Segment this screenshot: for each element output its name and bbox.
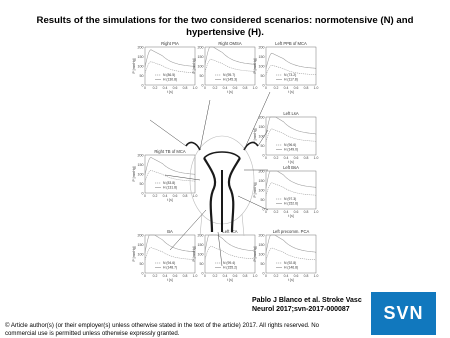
y-tick-label: 150 bbox=[137, 54, 144, 59]
x-tick-label: 0.6 bbox=[232, 274, 238, 278]
x-tick-label: 0.6 bbox=[172, 86, 178, 90]
x-axis-label: t [s] bbox=[227, 90, 233, 94]
legend-entry: H (152.6) bbox=[284, 201, 299, 206]
x-tick-label: 1.0 bbox=[252, 274, 258, 278]
x-tick-label: 1.0 bbox=[313, 156, 319, 160]
y-tick-label: 150 bbox=[197, 242, 204, 247]
y-tick-label: 100 bbox=[197, 252, 204, 257]
legend-entry: N (86.5) bbox=[163, 73, 176, 77]
x-tick-label: 0.2 bbox=[152, 86, 158, 90]
y-tick-label: 0 bbox=[141, 191, 144, 196]
x-tick-label: 0 bbox=[204, 86, 206, 90]
panel-title: BA bbox=[167, 229, 173, 234]
y-axis-label: P [mmHg] bbox=[253, 128, 257, 144]
x-tick-label: 0.4 bbox=[283, 86, 289, 90]
y-tick-label: 100 bbox=[258, 188, 265, 193]
y-tick-label: 0 bbox=[262, 153, 265, 158]
y-tick-label: 200 bbox=[197, 233, 204, 238]
x-axis-label: t [s] bbox=[227, 278, 233, 282]
y-tick-label: 0 bbox=[262, 207, 265, 212]
x-tick-label: 0.6 bbox=[293, 210, 299, 214]
y-axis-label: P [mmHg] bbox=[253, 246, 257, 262]
x-tick-label: 0.2 bbox=[212, 86, 218, 90]
x-tick-label: 0.8 bbox=[242, 86, 248, 90]
y-axis-label: P [mmHg] bbox=[132, 246, 136, 262]
y-tick-label: 50 bbox=[199, 261, 204, 266]
panel-title: Left BsA bbox=[283, 165, 299, 170]
x-axis-label: t [s] bbox=[167, 278, 173, 282]
figure-title: Results of the simulations for the two considered scenarios: normotensive (N) and hypertensive (H). bbox=[36, 15, 414, 38]
x-tick-label: 0.8 bbox=[182, 194, 188, 198]
y-tick-label: 0 bbox=[141, 83, 144, 88]
pressure-panel bbox=[132, 229, 197, 282]
x-tick-label: 0.2 bbox=[273, 210, 279, 214]
x-tick-label: 0.8 bbox=[182, 274, 188, 278]
x-tick-label: 0.4 bbox=[162, 194, 168, 198]
legend-entry: N (92.8) bbox=[284, 261, 297, 265]
y-tick-label: 50 bbox=[139, 261, 144, 266]
pressure-panel bbox=[192, 41, 257, 94]
y-tick-label: 0 bbox=[201, 271, 204, 276]
x-tick-label: 0.6 bbox=[172, 194, 178, 198]
x-tick-label: 0 bbox=[265, 86, 267, 90]
x-tick-label: 0.2 bbox=[273, 156, 279, 160]
y-tick-label: 200 bbox=[258, 169, 265, 174]
pressure-panel bbox=[253, 229, 318, 282]
x-axis-label: t [s] bbox=[288, 160, 294, 164]
x-tick-label: 0 bbox=[144, 194, 146, 198]
y-tick-label: 0 bbox=[262, 271, 265, 276]
x-tick-label: 0.6 bbox=[172, 274, 178, 278]
y-tick-label: 200 bbox=[137, 45, 144, 50]
x-tick-label: 0.6 bbox=[293, 156, 299, 160]
chart-panels bbox=[132, 41, 318, 282]
legend-entry: H (117.8) bbox=[284, 77, 298, 82]
y-axis-label: P [mmHg] bbox=[253, 182, 257, 198]
y-tick-label: 50 bbox=[260, 73, 265, 78]
y-tick-label: 50 bbox=[199, 73, 204, 78]
y-tick-label: 200 bbox=[197, 45, 204, 50]
panel-title: Left LsA bbox=[283, 111, 299, 116]
pressure-panel bbox=[192, 229, 257, 282]
legend-entry: N (99.4) bbox=[223, 261, 236, 265]
x-tick-label: 0.6 bbox=[293, 274, 299, 278]
x-tick-label: 0.4 bbox=[222, 86, 228, 90]
y-tick-label: 200 bbox=[258, 115, 265, 120]
y-axis-label: P [mmHg] bbox=[192, 58, 196, 74]
y-tick-label: 150 bbox=[258, 124, 265, 129]
y-tick-label: 50 bbox=[260, 197, 265, 202]
y-tick-label: 0 bbox=[201, 83, 204, 88]
x-tick-label: 0 bbox=[265, 156, 267, 160]
panel-title: Right PIA bbox=[161, 41, 179, 46]
y-axis-label: P [mmHg] bbox=[132, 58, 136, 74]
x-tick-label: 0.4 bbox=[283, 210, 289, 214]
y-tick-label: 50 bbox=[139, 73, 144, 78]
x-tick-label: 0.4 bbox=[162, 274, 168, 278]
y-tick-label: 100 bbox=[137, 252, 144, 257]
x-tick-label: 0.4 bbox=[283, 156, 289, 160]
y-tick-label: 150 bbox=[137, 242, 144, 247]
x-tick-label: 0.2 bbox=[212, 274, 218, 278]
pressure-panel bbox=[253, 41, 318, 94]
legend-entry: N (73.2) bbox=[284, 73, 297, 77]
y-tick-label: 100 bbox=[197, 64, 204, 69]
x-tick-label: 0 bbox=[144, 86, 146, 90]
x-tick-label: 1.0 bbox=[313, 274, 319, 278]
y-tick-label: 150 bbox=[197, 54, 204, 59]
y-tick-label: 150 bbox=[137, 162, 144, 167]
x-tick-label: 0.8 bbox=[303, 156, 309, 160]
x-tick-label: 1.0 bbox=[252, 86, 258, 90]
y-tick-label: 0 bbox=[262, 83, 265, 88]
svn-logo bbox=[371, 292, 436, 335]
y-tick-label: 50 bbox=[139, 181, 144, 186]
legend-entry: H (148.7) bbox=[163, 265, 178, 270]
y-axis-label: P [mmHg] bbox=[253, 58, 257, 74]
legend-entry: H (131.8) bbox=[163, 185, 178, 190]
y-tick-label: 150 bbox=[258, 54, 265, 59]
pressure-panel bbox=[253, 111, 318, 164]
x-tick-label: 0.4 bbox=[222, 274, 228, 278]
y-tick-label: 200 bbox=[137, 233, 144, 238]
x-tick-label: 0.6 bbox=[293, 86, 299, 90]
x-tick-label: 0.8 bbox=[303, 210, 309, 214]
x-tick-label: 0.4 bbox=[162, 86, 168, 90]
x-tick-label: 0.4 bbox=[283, 274, 289, 278]
x-tick-label: 1.0 bbox=[192, 274, 198, 278]
legend-entry: H (145.3) bbox=[223, 77, 238, 82]
x-tick-label: 1.0 bbox=[192, 86, 198, 90]
x-tick-label: 0.8 bbox=[303, 86, 309, 90]
x-tick-label: 1.0 bbox=[192, 194, 198, 198]
panel-title: Right TB of MCA bbox=[154, 149, 186, 154]
legend-entry: H (149.0) bbox=[284, 147, 299, 152]
y-tick-label: 150 bbox=[258, 242, 265, 247]
y-tick-label: 50 bbox=[260, 261, 265, 266]
legend-entry: N (97.3) bbox=[284, 197, 297, 201]
pressure-panel bbox=[132, 41, 197, 94]
y-tick-label: 100 bbox=[137, 64, 144, 69]
x-tick-label: 0 bbox=[265, 210, 267, 214]
y-tick-label: 100 bbox=[258, 134, 265, 139]
y-tick-label: 200 bbox=[137, 153, 144, 158]
logo-text: SVN bbox=[383, 303, 424, 323]
x-tick-label: 0.6 bbox=[232, 86, 238, 90]
x-tick-label: 0 bbox=[204, 274, 206, 278]
x-axis-label: t [s] bbox=[288, 90, 294, 94]
y-tick-label: 50 bbox=[260, 143, 265, 148]
x-tick-label: 1.0 bbox=[313, 210, 319, 214]
panel-title: Right OMSA bbox=[218, 41, 242, 46]
panel-title: Left PPB of MCA bbox=[275, 41, 307, 46]
legend-entry: N (96.6) bbox=[284, 143, 297, 147]
y-tick-label: 150 bbox=[258, 178, 265, 183]
x-tick-label: 0.8 bbox=[182, 86, 188, 90]
x-axis-label: t [s] bbox=[167, 198, 173, 202]
panel-title: Left precomm. PCA bbox=[272, 229, 310, 234]
y-tick-label: 100 bbox=[137, 172, 144, 177]
legend-entry: H (155.2) bbox=[223, 265, 238, 270]
legend-entry: N (95.7) bbox=[223, 73, 236, 77]
pressure-panel bbox=[253, 165, 318, 218]
y-tick-label: 100 bbox=[258, 64, 265, 69]
x-tick-label: 0.2 bbox=[152, 194, 158, 198]
y-tick-label: 200 bbox=[258, 233, 265, 238]
y-axis-label: P [mmHg] bbox=[192, 246, 196, 262]
legend-entry: N (83.8) bbox=[163, 181, 176, 185]
panel-title: Left ICA bbox=[222, 229, 238, 234]
x-tick-label: 0.2 bbox=[152, 274, 158, 278]
x-axis-label: t [s] bbox=[167, 90, 173, 94]
y-tick-label: 0 bbox=[141, 271, 144, 276]
vessel-circle-of-willis bbox=[186, 143, 258, 158]
copyright-notice: © Article author(s) (or their employer(s) unless otherwise stated in the text of the article) 2017. All rights reserved. No commercial use is permitted unless otherwise expressly granted. bbox=[5, 322, 320, 337]
citation: Pablo J Blanco et al. Stroke Vasc Neurol 2017;svn-2017-000087 bbox=[252, 297, 362, 313]
x-tick-label: 1.0 bbox=[313, 86, 319, 90]
x-axis-label: t [s] bbox=[288, 278, 294, 282]
y-tick-label: 200 bbox=[258, 45, 265, 50]
legend-entry: H (146.8) bbox=[284, 265, 299, 270]
x-tick-label: 0.2 bbox=[273, 86, 279, 90]
legend-entry: N (94.6) bbox=[163, 261, 176, 265]
x-axis-label: t [s] bbox=[288, 214, 294, 218]
x-tick-label: 0 bbox=[265, 274, 267, 278]
x-tick-label: 0 bbox=[144, 274, 146, 278]
legend-entry: H (130.8) bbox=[163, 77, 178, 82]
pressure-panel bbox=[132, 149, 197, 202]
y-tick-label: 100 bbox=[258, 252, 265, 257]
x-tick-label: 0.8 bbox=[242, 274, 248, 278]
x-tick-label: 0.8 bbox=[303, 274, 309, 278]
y-axis-label: P [mmHg] bbox=[132, 166, 136, 182]
x-tick-label: 0.2 bbox=[273, 274, 279, 278]
